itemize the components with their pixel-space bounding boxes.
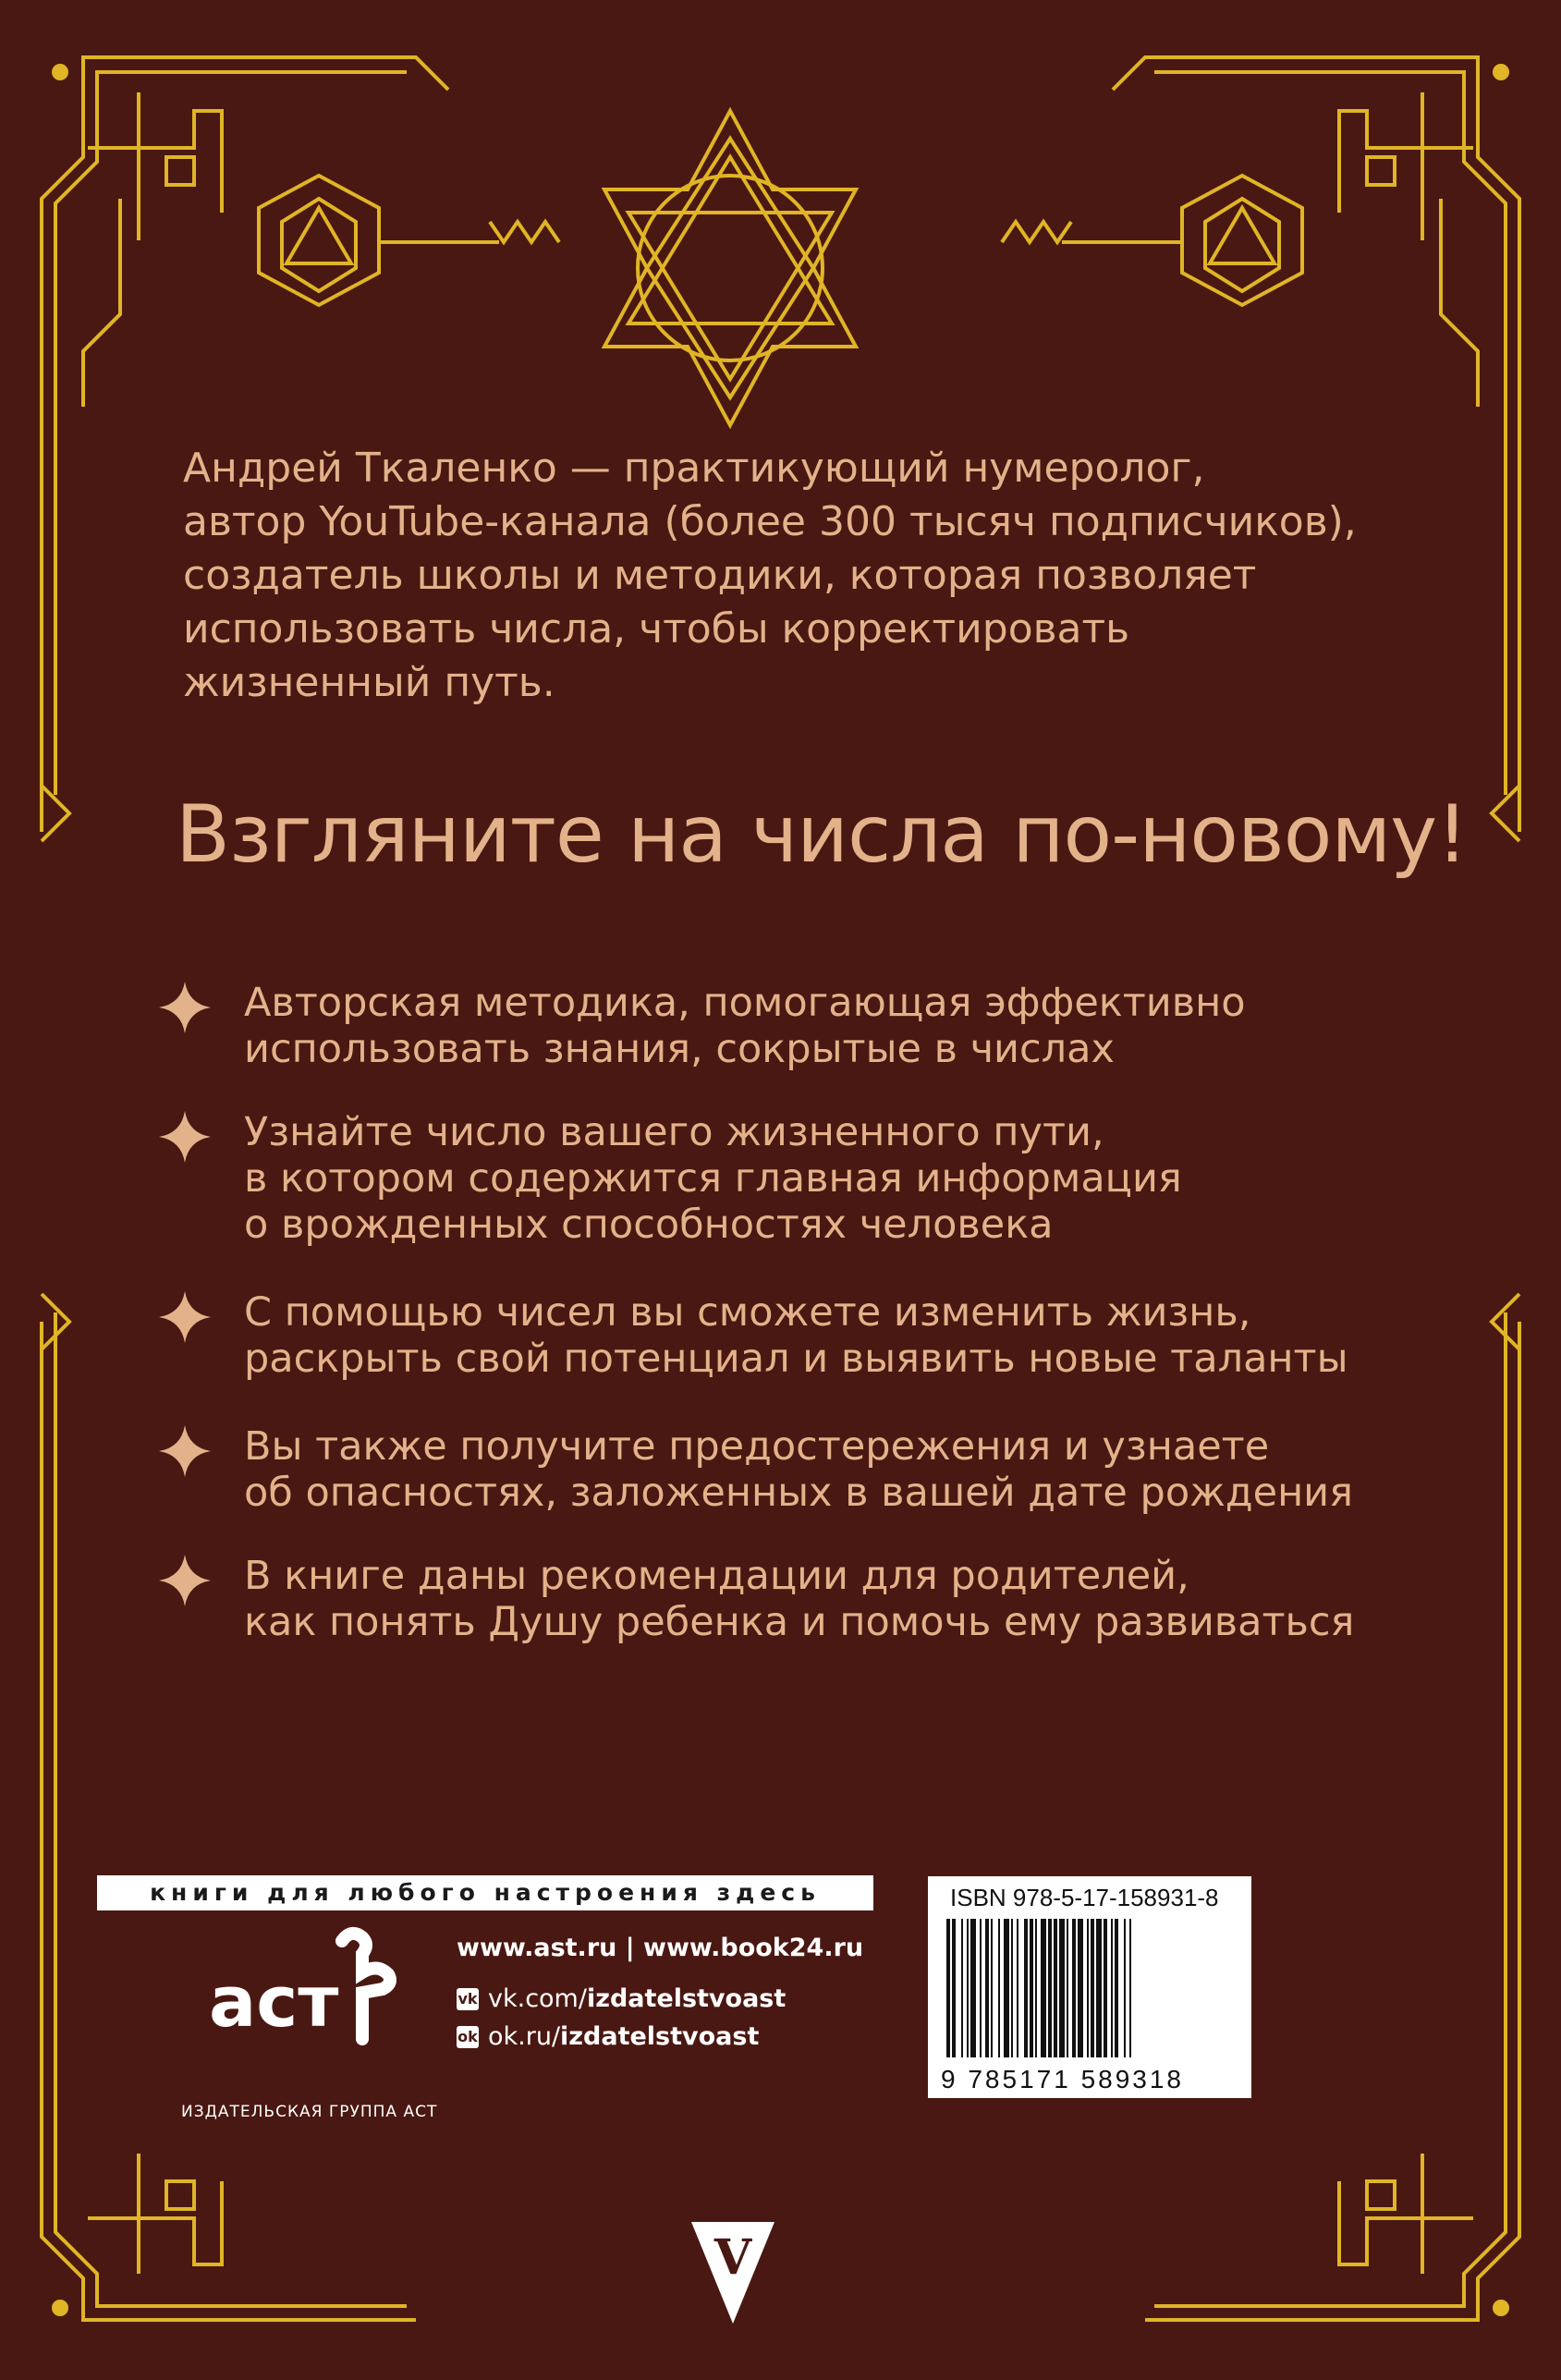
barcode-bar <box>952 1919 956 2057</box>
website-links[interactable]: www.ast.ru | www.book24.ru <box>457 1934 864 1962</box>
corner-dot-tl <box>52 64 68 80</box>
barcode-bar <box>1041 1919 1046 2057</box>
barcode-bar <box>1024 1919 1028 2057</box>
barcode-bar <box>1048 1919 1052 2057</box>
feature-text: в котором содержится главная информация <box>244 1155 1182 1202</box>
bio-line: создатель школы и методики, которая позволяет <box>183 552 1257 599</box>
sparkle-icon <box>157 1553 213 1608</box>
isbn-number: ISBN 978-5-17-158931-8 <box>950 1884 1219 1911</box>
feature-text: о врожденных способностях человека <box>244 1202 1054 1248</box>
barcode-bar <box>1096 1919 1102 2057</box>
star-emblem <box>604 111 856 425</box>
barcode-bar <box>1091 1919 1094 2057</box>
barcode-bar <box>1078 1919 1083 2057</box>
hexagon-key-left <box>259 176 559 305</box>
feature-text: об опасностях, заложенных в вашей дате рождения <box>244 1470 1353 1516</box>
feature-text: как понять Душу ребенка и помочь ему развиваться <box>244 1599 1355 1645</box>
social-handle: izdatelstvoast <box>586 1984 787 2013</box>
barcode-bar <box>1030 1919 1033 2057</box>
barcode <box>946 1919 1233 2067</box>
bio-line: автор YouTube-канала (более 300 тысяч подписчиков), <box>183 498 1357 545</box>
barcode-bar <box>946 1919 950 2057</box>
feature-text: раскрыть свой потенциал и выявить новые таланты <box>244 1336 1348 1382</box>
barcode-bar <box>1087 1919 1089 2057</box>
barcode-bar <box>967 1919 969 2057</box>
barcode-digits: 9 785171 589318 <box>941 2065 1184 2093</box>
barcode-bar <box>1129 1919 1131 2057</box>
barcode-bar <box>1067 1919 1068 2057</box>
social-prefix: ok.ru/ <box>488 2022 561 2051</box>
feature-text: использовать знания, сокрытые в числах <box>244 1026 1115 1072</box>
corner-dot-bl <box>52 2300 68 2316</box>
barcode-bar <box>991 1919 993 2057</box>
barcode-bar <box>1115 1919 1118 2057</box>
barcode-bar <box>1004 1919 1009 2057</box>
v-publisher-logo <box>691 2222 774 2324</box>
barcode-bar <box>1111 1919 1113 2057</box>
barcode-bar <box>980 1919 982 2057</box>
barcode-bar <box>1011 1919 1013 2057</box>
social-link-vk[interactable] <box>457 1984 863 2013</box>
barcode-bar <box>1104 1919 1107 2057</box>
feature-text: Вы также получите предостережения и узнаете <box>244 1423 1270 1470</box>
barcode-bar <box>970 1919 976 2057</box>
corner-dot-br <box>1493 2300 1509 2316</box>
feature-text: С помощью чисел вы сможете изменить жизнь, <box>244 1289 1251 1336</box>
vk-icon: vk <box>457 1988 479 2010</box>
ast-logo <box>203 1922 416 2061</box>
sparkle-icon <box>157 1423 213 1479</box>
logo-text: aст <box>209 1960 339 2043</box>
feature-text: В книге даны рекомендации для родителей, <box>244 1553 1189 1599</box>
hexagon-key-right <box>1002 176 1302 305</box>
feature-text: Узнайте число вашего жизненного пути, <box>244 1109 1104 1155</box>
barcode-bar <box>1054 1919 1057 2057</box>
publisher-caption: ИЗДАТЕЛЬСКАЯ ГРУППА АСТ <box>181 2103 438 2121</box>
sparkle-icon <box>157 980 213 1035</box>
corner-ornament-bottom-right <box>1145 2126 1519 2320</box>
sparkle-icon <box>157 1289 213 1345</box>
corner-ornament-bottom-left <box>42 2126 416 2320</box>
barcode-bar <box>1059 1919 1065 2057</box>
ok-icon: ok <box>457 2026 479 2048</box>
barcode-bar <box>1017 1919 1018 2057</box>
social-handle: izdatelstvoast <box>560 2022 760 2051</box>
v-logo-text: V <box>713 2229 752 2286</box>
barcode-bar <box>985 1919 989 2057</box>
barcode-bar <box>961 1919 963 2057</box>
tagline-bar: книги для любого настроения здесь <box>97 1875 873 1910</box>
social-prefix: vk.com/ <box>488 1984 587 2013</box>
bio-line: Андрей Ткаленко — практикующий нумеролог, <box>183 445 1205 492</box>
isbn-barcode-block <box>928 1876 1251 2098</box>
barcode-bar <box>998 1919 1000 2057</box>
barcode-bar <box>1124 1919 1126 2057</box>
feature-text: Авторская методика, помогающая эффективно <box>244 980 1246 1026</box>
headline: Взгляните на числа по-новому! <box>176 788 1468 881</box>
bio-line: использовать числа, чтобы корректировать <box>183 605 1130 653</box>
barcode-bar <box>1035 1919 1037 2057</box>
corner-dot-tr <box>1493 64 1509 80</box>
barcode-bar <box>1072 1919 1076 2057</box>
sparkle-icon <box>157 1109 213 1165</box>
bio-line: жизненный путь. <box>183 659 555 706</box>
author-bio <box>183 442 1384 710</box>
social-link-ok[interactable] <box>457 2022 863 2051</box>
publisher-links <box>457 1934 863 2051</box>
